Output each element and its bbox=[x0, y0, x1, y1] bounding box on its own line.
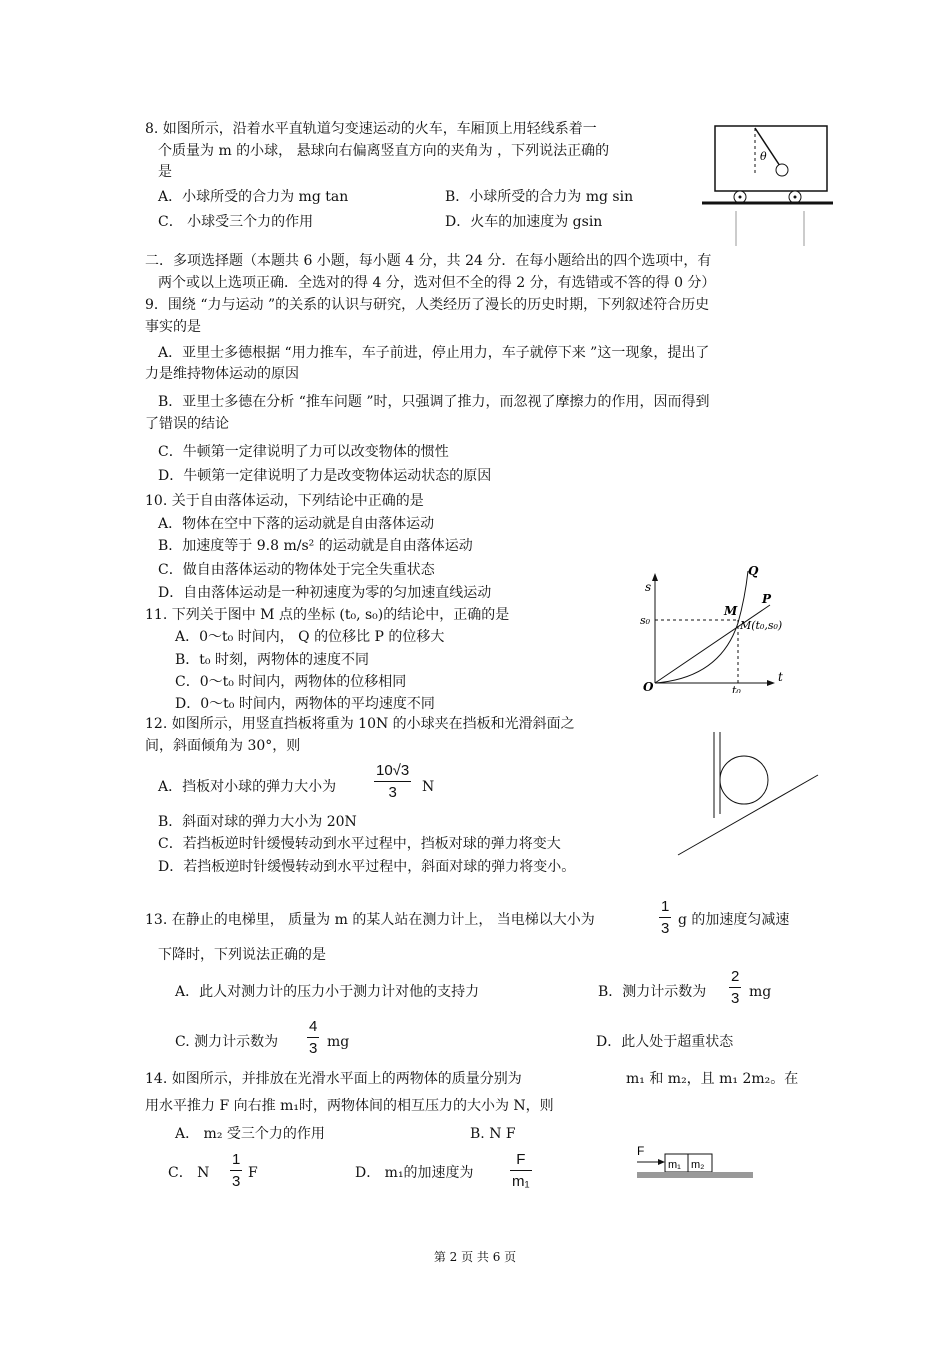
q14-option-d-fraction bbox=[510, 1151, 532, 1190]
q13-option-b: B．测力计示数为 bbox=[598, 984, 707, 1000]
q14-line2: 用水平推力 F 向右推 m₁时，两物体间的相互压力的大小为 N，则 bbox=[145, 1098, 554, 1114]
q11-m-coord-label: M(t₀,s₀) bbox=[740, 619, 783, 632]
q11-t0-label: t₀ bbox=[732, 684, 741, 693]
q13-option-a: A．此人对测力计的压力小于测力计对他的支持力 bbox=[175, 984, 480, 1000]
q10-option-d: D．自由落体运动是一种初速度为零的匀加速直线运动 bbox=[158, 585, 492, 601]
q8-train-figure bbox=[700, 118, 835, 248]
q8-line3: 是 bbox=[158, 164, 172, 180]
q9-line2: 事实的是 bbox=[145, 319, 201, 335]
q11-origin-label: O bbox=[643, 680, 654, 693]
section2-line1: 二．多项选择题（本题共 6 小题，每小题 4 分，共 24 分．在每小题给出的四个选项中，有 bbox=[145, 253, 712, 269]
section2-line2: 两个或以上选项正确．全选对的得 4 分，选对但不全的得 2 分，有选错或不答的得 0 分） bbox=[158, 275, 716, 291]
q11-option-a: A．0～t₀ 时间内， Q 的位移比 P 的位移大 bbox=[175, 629, 445, 645]
q12-option-a-denominator: 3 bbox=[388, 784, 397, 801]
q13-option-c: C. 测力计示数为 bbox=[175, 1034, 279, 1050]
q13-fraction-numerator: 1 bbox=[661, 898, 670, 915]
q9-option-a-line1: A．亚里士多德根据 “用力推车，车子前进，停止用力，车子就停下来 ”这一现象，提出了 bbox=[158, 345, 710, 361]
q14-option-a: A． m₂ 受三个力的作用 bbox=[175, 1126, 325, 1142]
q14-option-c-denominator: 3 bbox=[232, 1173, 241, 1190]
q13-option-c-denominator: 3 bbox=[309, 1040, 318, 1057]
q11-s-axis-label: s bbox=[645, 580, 652, 594]
q11-t-axis-label: t bbox=[778, 670, 783, 684]
q14-blocks-figure bbox=[635, 1142, 757, 1182]
q14-line1-end: m₁ 和 m₂，且 m₁ 2m₂。在 bbox=[626, 1071, 799, 1087]
q13-option-c-unit: mg bbox=[327, 1034, 350, 1050]
q9-option-b-line2: 了错误的结论 bbox=[145, 416, 229, 432]
q12-incline-figure bbox=[668, 730, 826, 860]
q11-option-c: C．0～t₀ 时间内，两物体的位移相同 bbox=[175, 674, 407, 690]
q9-option-c: C．牛顿第一定律说明了力可以改变物体的惯性 bbox=[158, 444, 449, 460]
q11-q-label: Q bbox=[748, 564, 759, 578]
q11-st-graph bbox=[640, 563, 790, 693]
q10-stem: 10. 关于自由落体运动，下列结论中正确的是 bbox=[145, 493, 424, 509]
q14-option-d-denominator: m₁ bbox=[512, 1173, 530, 1190]
q13-fraction-denominator: 3 bbox=[661, 920, 670, 937]
q13-line2: 下降时，下列说法正确的是 bbox=[158, 947, 326, 963]
q12-option-a-fraction bbox=[374, 762, 411, 801]
q12-option-b: B．斜面对球的弹力大小为 20N bbox=[158, 814, 357, 830]
q13-option-b-denominator: 3 bbox=[731, 990, 740, 1007]
q10-option-a: A．物体在空中下落的运动就是自由落体运动 bbox=[158, 516, 435, 532]
q8-option-b: B．小球所受的合力为 mg sin bbox=[445, 189, 634, 205]
q12-option-a: A．挡板对小球的弹力大小为 bbox=[158, 779, 337, 795]
q8-option-d: D．火车的加速度为 gsin bbox=[445, 214, 603, 230]
q12-option-d: D．若挡板逆时针缓慢转动到水平过程中，斜面对球的弹力将变小。 bbox=[158, 859, 576, 875]
page-footer: 第 2 页 共 6 页 bbox=[433, 1250, 517, 1264]
q11-stem: 11. 下列关于图中 M 点的坐标 (t₀, s₀)的结论中，正确的是 bbox=[145, 607, 510, 623]
q8-option-a: A．小球所受的合力为 mg tan bbox=[158, 189, 349, 205]
q14-option-c: C． N bbox=[168, 1165, 210, 1181]
q13-option-b-fraction bbox=[729, 968, 741, 1007]
q10-option-b: B．加速度等于 9.8 m/s² 的运动就是自由落体运动 bbox=[158, 538, 473, 554]
q13-option-b-numerator: 2 bbox=[731, 968, 740, 985]
q14-option-d: D． m₁的加速度为 bbox=[355, 1165, 474, 1181]
q9-line1: 9．围绕 “力与运动 ”的关系的认识与研究，人类经历了漫长的历史时期，下列叙述符合历史 bbox=[145, 297, 710, 313]
q10-option-c: C．做自由落体运动的物体处于完全失重状态 bbox=[158, 562, 435, 578]
q13-line1-start: 13. 在静止的电梯里， 质量为 m 的某人站在测力计上， 当电梯以大小为 bbox=[145, 912, 595, 928]
q11-option-d: D．0～t₀ 时间内，两物体的平均速度不同 bbox=[175, 696, 435, 712]
q14-block-m1-label: m₁ bbox=[668, 1159, 681, 1171]
q14-option-d-numerator: F bbox=[516, 1151, 526, 1168]
q13-option-b-unit: mg bbox=[749, 984, 772, 1000]
q8-option-c: C． 小球受三个力的作用 bbox=[158, 214, 314, 230]
q11-s0-label: s₀ bbox=[640, 614, 651, 627]
q13-line1-end: g 的加速度匀减速 bbox=[678, 912, 790, 928]
q8-theta-label: θ bbox=[760, 150, 767, 163]
q12-option-a-numerator: 10√3 bbox=[376, 762, 410, 779]
q8-line2: 个质量为 m 的小球， 悬球向右偏离竖直方向的夹角为 ，下列说法正确的 bbox=[158, 143, 610, 159]
q14-option-c-numerator: 1 bbox=[232, 1151, 241, 1168]
q14-option-c-unit: F bbox=[248, 1165, 258, 1181]
q12-option-c: C．若挡板逆时针缓慢转动到水平过程中，挡板对球的弹力将变大 bbox=[158, 836, 561, 852]
q13-acceleration-fraction bbox=[659, 898, 671, 937]
q14-option-c-fraction bbox=[230, 1151, 242, 1190]
q9-option-d: D．牛顿第一定律说明了力是改变物体运动状态的原因 bbox=[158, 468, 492, 484]
q14-line1-start: 14. 如图所示，并排放在光滑水平面上的两物体的质量分别为 bbox=[145, 1071, 522, 1087]
q12-line2: 间，斜面倾角为 30°，则 bbox=[145, 738, 301, 754]
q9-option-b-line1: B．亚里士多德在分析 “推车问题 ”时，只强调了推力，而忽视了摩擦力的作用，因而得到 bbox=[158, 394, 710, 410]
q12-option-a-unit: N bbox=[422, 779, 435, 795]
q9-option-a-line2: 力是维持物体运动的原因 bbox=[145, 366, 299, 382]
q14-block-m2-label: m₂ bbox=[691, 1159, 705, 1171]
q11-m-label: M bbox=[724, 604, 738, 618]
q14-force-label: F bbox=[637, 1144, 645, 1158]
q13-option-c-numerator: 4 bbox=[309, 1018, 318, 1035]
q12-line1: 12. 如图所示，用竖直挡板将重为 10N 的小球夹在挡板和光滑斜面之 bbox=[145, 716, 575, 732]
q11-p-label: P bbox=[762, 592, 772, 606]
q11-option-b: B．t₀ 时刻，两物体的速度不同 bbox=[175, 652, 369, 668]
q8-line1: 8. 如图所示，沿着水平直轨道匀变速运动的火车，车厢顶上用轻线系着一 bbox=[145, 121, 597, 137]
q14-option-b: B. N F bbox=[470, 1126, 516, 1142]
q13-option-c-fraction bbox=[307, 1018, 319, 1057]
q13-option-d: D．此人处于超重状态 bbox=[596, 1034, 734, 1050]
